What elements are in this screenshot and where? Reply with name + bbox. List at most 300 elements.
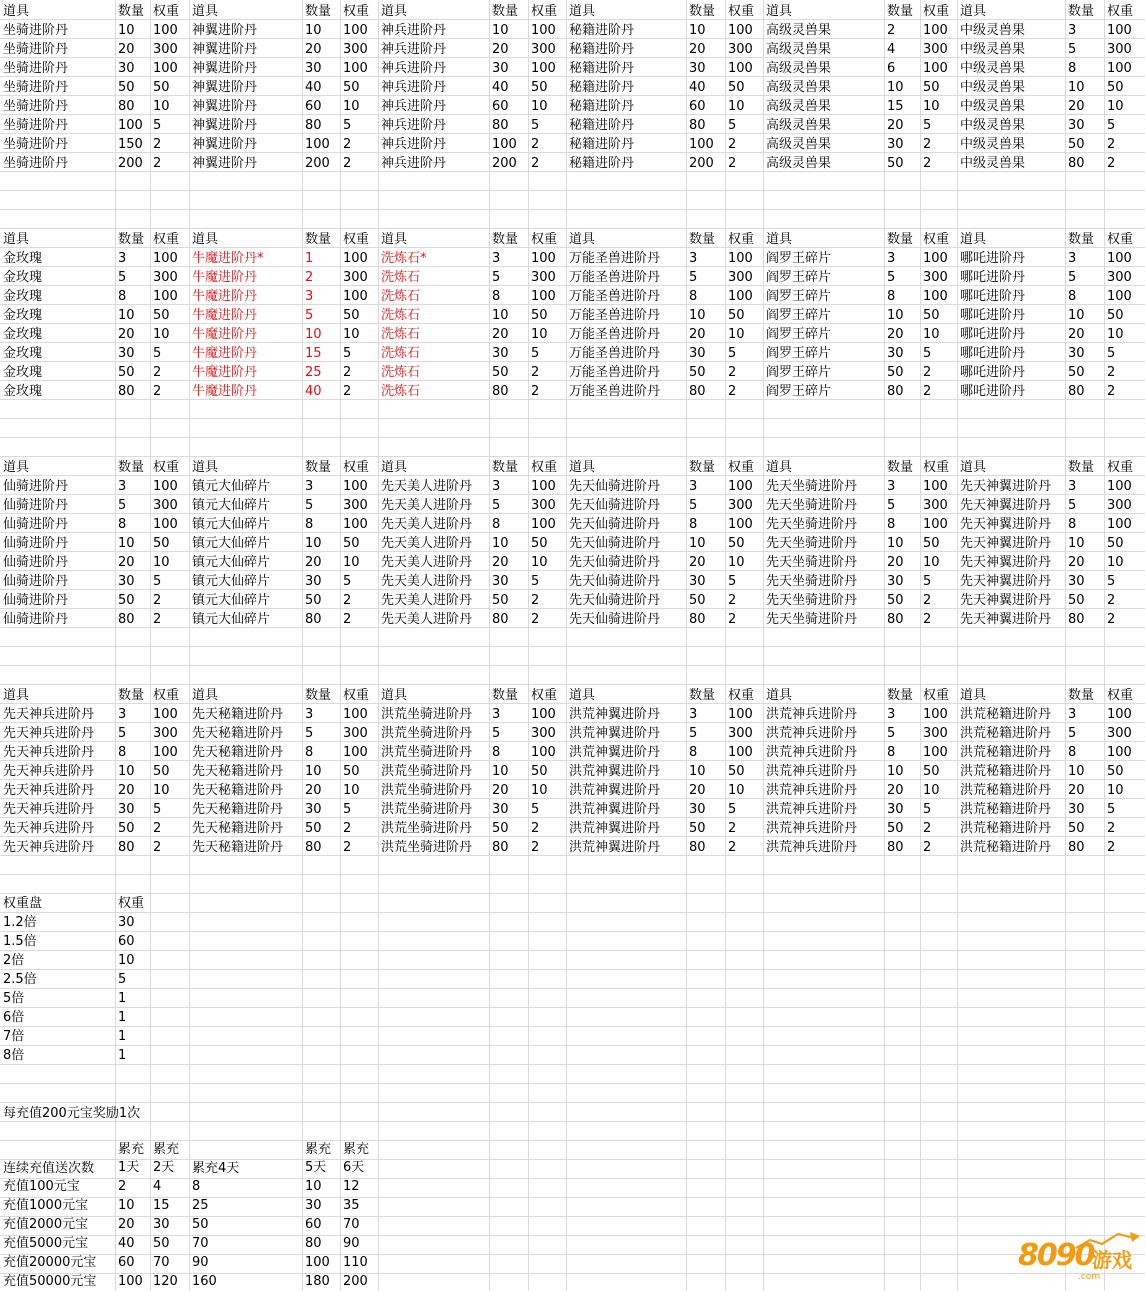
item-name-cell[interactable]: 牛魔进阶丹 (192, 327, 258, 342)
item-name-cell[interactable]: 先天美人进阶丹 (381, 536, 473, 551)
quantity-cell[interactable]: 150 (118, 137, 143, 152)
column-header-weight[interactable]: 权重 (1107, 4, 1134, 19)
recharge-count-cell[interactable]: 160 (192, 1274, 217, 1289)
recharge-count-cell[interactable]: 120 (153, 1274, 178, 1289)
item-name-cell[interactable]: 洪荒秘籍进阶丹 (960, 745, 1052, 760)
quantity-cell[interactable]: 80 (118, 840, 135, 855)
item-name-cell[interactable]: 金玫瑰 (3, 251, 43, 266)
weight-cell[interactable]: 10 (1107, 783, 1124, 798)
item-name-cell[interactable]: 先天神兵进阶丹 (3, 802, 95, 817)
quantity-cell[interactable]: 20 (118, 555, 135, 570)
item-name-cell[interactable]: 先天神翼进阶丹 (960, 574, 1052, 589)
item-name-cell[interactable]: 哪吒进阶丹 (960, 251, 1026, 266)
weight-table-header-weight[interactable]: 权重 (118, 896, 145, 911)
item-name-cell[interactable]: 先天秘籍进阶丹 (192, 821, 284, 836)
weight-cell[interactable]: 50 (153, 308, 170, 323)
item-name-cell[interactable]: 洪荒坐骑进阶丹 (381, 745, 473, 760)
item-name-cell[interactable]: 哪吒进阶丹 (960, 365, 1026, 380)
item-name-cell[interactable]: 阎罗王碎片 (766, 346, 832, 361)
item-name-cell[interactable]: 镇元大仙碎片 (192, 536, 271, 551)
item-name-cell[interactable]: 阎罗王碎片 (766, 384, 832, 399)
item-name-cell[interactable]: 秘籍进阶丹 (569, 137, 635, 152)
quantity-cell[interactable]: 5 (1068, 726, 1077, 741)
recharge-count-cell[interactable]: 70 (153, 1255, 170, 1270)
weight-cell[interactable]: 2 (1107, 384, 1116, 399)
weight-cell[interactable]: 50 (531, 80, 548, 95)
quantity-cell[interactable]: 20 (887, 327, 904, 342)
weight-cell[interactable]: 100 (343, 251, 368, 266)
item-name-cell[interactable]: 先天神兵进阶丹 (3, 840, 95, 855)
quantity-cell[interactable]: 30 (887, 137, 904, 152)
weight-cell[interactable]: 100 (1107, 289, 1132, 304)
item-name-cell[interactable]: 高级灵兽果 (766, 42, 832, 57)
quantity-cell[interactable]: 8 (305, 745, 314, 760)
item-name-cell[interactable]: 洪荒秘籍进阶丹 (960, 802, 1052, 817)
item-name-cell[interactable]: 洗炼石 (381, 365, 421, 380)
multiplier-cell[interactable]: 5倍 (3, 991, 25, 1006)
quantity-cell[interactable]: 50 (492, 365, 509, 380)
quantity-cell[interactable]: 10 (305, 536, 322, 551)
item-name-cell[interactable]: 先天仙骑进阶丹 (569, 593, 661, 608)
weight-cell[interactable]: 2 (728, 821, 737, 836)
weight-cell[interactable]: 10 (531, 99, 548, 114)
weight-cell[interactable]: 5 (923, 574, 932, 589)
item-name-cell[interactable]: 洪荒坐骑进阶丹 (381, 783, 473, 798)
recharge-count-cell[interactable]: 70 (343, 1217, 360, 1232)
weight-cell[interactable]: 10 (153, 327, 170, 342)
item-name-cell[interactable]: 哪吒进阶丹 (960, 289, 1026, 304)
weight-cell[interactable]: 5 (343, 346, 352, 361)
weight-cell[interactable]: 10 (1107, 327, 1124, 342)
weight-cell[interactable]: 100 (343, 517, 368, 532)
quantity-cell[interactable]: 3 (1068, 23, 1077, 38)
quantity-cell[interactable]: 20 (492, 555, 509, 570)
item-name-cell[interactable]: 金玫瑰 (3, 308, 43, 323)
column-header-weight[interactable]: 权重 (153, 688, 180, 703)
weight-cell[interactable]: 5 (1107, 118, 1116, 133)
quantity-cell[interactable]: 10 (305, 23, 322, 38)
quantity-cell[interactable]: 60 (492, 99, 509, 114)
weight-table-header-name[interactable]: 权重盘 (3, 896, 43, 911)
weight-cell[interactable]: 300 (923, 270, 948, 285)
item-name-cell[interactable]: 先天神翼进阶丹 (960, 555, 1052, 570)
item-name-cell[interactable]: 镇元大仙碎片 (192, 517, 271, 532)
item-name-cell[interactable]: 金玫瑰 (3, 384, 43, 399)
weight-cell[interactable]: 2 (728, 593, 737, 608)
item-name-cell[interactable]: 坐骑进阶丹 (3, 80, 69, 95)
multiplier-weight-cell[interactable]: 30 (118, 915, 135, 930)
weight-cell[interactable]: 300 (923, 726, 948, 741)
item-name-cell[interactable]: 洗炼石* (381, 251, 427, 266)
weight-cell[interactable]: 300 (153, 270, 178, 285)
weight-cell[interactable]: 50 (343, 308, 360, 323)
quantity-cell[interactable]: 10 (887, 308, 904, 323)
weight-cell[interactable]: 10 (153, 555, 170, 570)
weight-cell[interactable]: 50 (923, 80, 940, 95)
item-name-cell[interactable]: 神翼进阶丹 (192, 99, 258, 114)
column-header-quantity[interactable]: 数量 (1068, 232, 1095, 247)
item-name-cell[interactable]: 先天神兵进阶丹 (3, 726, 95, 741)
item-name-cell[interactable]: 先天仙骑进阶丹 (569, 479, 661, 494)
weight-cell[interactable]: 100 (153, 517, 178, 532)
recharge-count-cell[interactable]: 12 (343, 1179, 360, 1194)
column-header-item[interactable]: 道具 (3, 688, 30, 703)
weight-cell[interactable]: 300 (343, 270, 368, 285)
item-name-cell[interactable]: 镇元大仙碎片 (192, 479, 271, 494)
weight-cell[interactable]: 2 (153, 365, 162, 380)
multiplier-weight-cell[interactable]: 1 (118, 1048, 127, 1063)
item-name-cell[interactable]: 洗炼石 (381, 327, 421, 342)
quantity-cell[interactable]: 10 (689, 23, 706, 38)
weight-cell[interactable]: 50 (923, 764, 940, 779)
quantity-cell[interactable]: 20 (689, 555, 706, 570)
weight-cell[interactable]: 10 (923, 555, 940, 570)
quantity-cell[interactable]: 80 (689, 612, 706, 627)
quantity-cell[interactable]: 8 (1068, 517, 1077, 532)
recharge-count-cell[interactable]: 4 (153, 1179, 162, 1194)
quantity-cell[interactable]: 5 (689, 270, 698, 285)
quantity-cell[interactable]: 10 (887, 536, 904, 551)
quantity-cell[interactable]: 30 (689, 574, 706, 589)
weight-cell[interactable]: 2 (923, 593, 932, 608)
weight-cell[interactable]: 50 (343, 80, 360, 95)
column-header-quantity[interactable]: 数量 (887, 688, 914, 703)
weight-cell[interactable]: 100 (1107, 23, 1132, 38)
item-name-cell[interactable]: 先天神翼进阶丹 (960, 536, 1052, 551)
item-name-cell[interactable]: 神兵进阶丹 (381, 42, 447, 57)
column-header-quantity[interactable]: 数量 (305, 688, 332, 703)
weight-cell[interactable]: 10 (343, 783, 360, 798)
quantity-cell[interactable]: 20 (887, 555, 904, 570)
quantity-cell[interactable]: 10 (305, 764, 322, 779)
column-header-quantity[interactable]: 数量 (1068, 460, 1095, 475)
item-name-cell[interactable]: 镇元大仙碎片 (192, 574, 271, 589)
recharge-column-header[interactable]: 累充4天 (192, 1161, 240, 1176)
weight-cell[interactable]: 2 (153, 156, 162, 171)
column-header-weight[interactable]: 权重 (1107, 232, 1134, 247)
quantity-cell[interactable]: 3 (492, 479, 501, 494)
weight-cell[interactable]: 2 (728, 365, 737, 380)
weight-cell[interactable]: 10 (728, 99, 745, 114)
column-header-quantity[interactable]: 数量 (689, 4, 716, 19)
item-name-cell[interactable]: 秘籍进阶丹 (569, 156, 635, 171)
quantity-cell[interactable]: 8 (305, 517, 314, 532)
quantity-cell[interactable]: 5 (118, 726, 127, 741)
quantity-cell[interactable]: 50 (887, 156, 904, 171)
item-name-cell[interactable]: 先天美人进阶丹 (381, 498, 473, 513)
quantity-cell[interactable]: 20 (689, 783, 706, 798)
weight-cell[interactable]: 2 (923, 612, 932, 627)
quantity-cell[interactable]: 80 (305, 612, 322, 627)
weight-cell[interactable]: 100 (531, 517, 556, 532)
weight-cell[interactable]: 100 (728, 479, 753, 494)
item-name-cell[interactable]: 洗炼石 (381, 346, 421, 361)
weight-cell[interactable]: 300 (343, 42, 368, 57)
column-header-item[interactable]: 道具 (192, 688, 219, 703)
recharge-count-cell[interactable]: 90 (192, 1255, 209, 1270)
quantity-cell[interactable]: 10 (1068, 536, 1085, 551)
quantity-cell[interactable]: 80 (305, 118, 322, 133)
column-header-item[interactable]: 道具 (381, 4, 408, 19)
weight-cell[interactable]: 100 (531, 745, 556, 760)
recharge-count-cell[interactable]: 100 (305, 1255, 330, 1270)
weight-cell[interactable]: 10 (153, 99, 170, 114)
weight-cell[interactable]: 50 (153, 536, 170, 551)
weight-cell[interactable]: 50 (923, 536, 940, 551)
recharge-column-header[interactable]: 6天 (343, 1160, 365, 1175)
weight-cell[interactable]: 100 (728, 61, 753, 76)
multiplier-weight-cell[interactable]: 1 (118, 1010, 127, 1025)
item-name-cell[interactable]: 先天神兵进阶丹 (3, 745, 95, 760)
weight-cell[interactable]: 100 (343, 23, 368, 38)
weight-cell[interactable]: 100 (153, 289, 178, 304)
weight-cell[interactable]: 100 (531, 479, 556, 494)
weight-cell[interactable]: 5 (531, 346, 540, 361)
weight-cell[interactable]: 2 (343, 384, 352, 399)
quantity-cell[interactable]: 3 (1068, 479, 1077, 494)
multiplier-cell[interactable]: 6倍 (3, 1010, 25, 1025)
weight-cell[interactable]: 300 (923, 498, 948, 513)
weight-cell[interactable]: 10 (728, 783, 745, 798)
weight-cell[interactable]: 100 (153, 23, 178, 38)
item-name-cell[interactable]: 先天坐骑进阶丹 (766, 479, 858, 494)
column-header-item[interactable]: 道具 (3, 460, 30, 475)
column-header-quantity[interactable]: 数量 (887, 4, 914, 19)
item-name-cell[interactable]: 洪荒秘籍进阶丹 (960, 840, 1052, 855)
quantity-cell[interactable]: 30 (305, 574, 322, 589)
quantity-cell[interactable]: 20 (1068, 555, 1085, 570)
quantity-cell[interactable]: 80 (887, 612, 904, 627)
item-name-cell[interactable]: 万能圣兽进阶丹 (569, 365, 661, 380)
weight-cell[interactable]: 100 (1107, 251, 1132, 266)
item-name-cell[interactable]: 镇元大仙碎片 (192, 555, 271, 570)
column-header-quantity[interactable]: 数量 (887, 460, 914, 475)
item-name-cell[interactable]: 仙骑进阶丹 (3, 517, 69, 532)
item-name-cell[interactable]: 神兵进阶丹 (381, 23, 447, 38)
item-name-cell[interactable]: 仙骑进阶丹 (3, 612, 69, 627)
quantity-cell[interactable]: 3 (118, 251, 127, 266)
quantity-cell[interactable]: 5 (305, 308, 314, 323)
quantity-cell[interactable]: 50 (1068, 137, 1085, 152)
recharge-count-cell[interactable]: 2 (118, 1179, 127, 1194)
column-header-quantity[interactable]: 数量 (118, 460, 145, 475)
weight-cell[interactable]: 100 (923, 289, 948, 304)
quantity-cell[interactable]: 10 (689, 308, 706, 323)
item-name-cell[interactable]: 先天秘籍进阶丹 (192, 764, 284, 779)
item-name-cell[interactable]: 先天神兵进阶丹 (3, 764, 95, 779)
item-name-cell[interactable]: 先天仙骑进阶丹 (569, 612, 661, 627)
item-name-cell[interactable]: 神翼进阶丹 (192, 156, 258, 171)
weight-cell[interactable]: 100 (728, 707, 753, 722)
column-header-quantity[interactable]: 数量 (689, 232, 716, 247)
quantity-cell[interactable]: 5 (887, 270, 896, 285)
item-name-cell[interactable]: 先天美人进阶丹 (381, 574, 473, 589)
item-name-cell[interactable]: 金玫瑰 (3, 346, 43, 361)
item-name-cell[interactable]: 高级灵兽果 (766, 137, 832, 152)
quantity-cell[interactable]: 5 (492, 270, 501, 285)
weight-cell[interactable]: 2 (531, 612, 540, 627)
quantity-cell[interactable]: 8 (887, 745, 896, 760)
weight-cell[interactable]: 100 (153, 707, 178, 722)
weight-cell[interactable]: 100 (153, 479, 178, 494)
weight-cell[interactable]: 100 (531, 23, 556, 38)
recharge-table-row-header[interactable]: 连续充值送次数 (3, 1161, 95, 1176)
weight-cell[interactable]: 300 (1107, 498, 1132, 513)
item-name-cell[interactable]: 哪吒进阶丹 (960, 346, 1026, 361)
item-name-cell[interactable]: 洗炼石 (381, 270, 421, 285)
weight-cell[interactable]: 2 (923, 821, 932, 836)
quantity-cell[interactable]: 8 (1068, 289, 1077, 304)
recharge-count-cell[interactable]: 70 (192, 1236, 209, 1251)
item-name-cell[interactable]: 阎罗王碎片 (766, 308, 832, 323)
weight-cell[interactable]: 2 (343, 156, 352, 171)
quantity-cell[interactable]: 40 (492, 80, 509, 95)
item-name-cell[interactable]: 阎罗王碎片 (766, 270, 832, 285)
quantity-cell[interactable]: 10 (492, 23, 509, 38)
weight-cell[interactable]: 300 (728, 726, 753, 741)
quantity-cell[interactable]: 30 (887, 346, 904, 361)
column-header-weight[interactable]: 权重 (923, 232, 950, 247)
weight-cell[interactable]: 10 (728, 327, 745, 342)
quantity-cell[interactable]: 3 (305, 707, 314, 722)
quantity-cell[interactable]: 20 (492, 42, 509, 57)
quantity-cell[interactable]: 50 (887, 593, 904, 608)
weight-cell[interactable]: 10 (923, 783, 940, 798)
item-name-cell[interactable]: 先天神翼进阶丹 (960, 479, 1052, 494)
quantity-cell[interactable]: 20 (1068, 327, 1085, 342)
weight-cell[interactable]: 5 (923, 802, 932, 817)
item-name-cell[interactable]: 先天仙骑进阶丹 (569, 555, 661, 570)
weight-cell[interactable]: 2 (153, 137, 162, 152)
column-header-quantity[interactable]: 数量 (492, 460, 519, 475)
quantity-cell[interactable]: 20 (689, 327, 706, 342)
weight-cell[interactable]: 100 (923, 23, 948, 38)
quantity-cell[interactable]: 30 (118, 574, 135, 589)
quantity-cell[interactable]: 5 (492, 726, 501, 741)
quantity-cell[interactable]: 50 (118, 593, 135, 608)
quantity-cell[interactable]: 30 (887, 802, 904, 817)
quantity-cell[interactable]: 8 (887, 517, 896, 532)
item-name-cell[interactable]: 牛魔进阶丹 (192, 384, 258, 399)
quantity-cell[interactable]: 20 (305, 42, 322, 57)
quantity-cell[interactable]: 8 (118, 745, 127, 760)
column-header-weight[interactable]: 权重 (923, 688, 950, 703)
item-name-cell[interactable]: 先天秘籍进阶丹 (192, 707, 284, 722)
recharge-count-cell[interactable]: 90 (343, 1236, 360, 1251)
item-name-cell[interactable]: 秘籍进阶丹 (569, 80, 635, 95)
quantity-cell[interactable]: 10 (689, 536, 706, 551)
quantity-cell[interactable]: 3 (689, 479, 698, 494)
item-name-cell[interactable]: 洪荒神翼进阶丹 (569, 707, 661, 722)
weight-cell[interactable]: 2 (343, 821, 352, 836)
quantity-cell[interactable]: 20 (887, 783, 904, 798)
item-name-cell[interactable]: 坐骑进阶丹 (3, 42, 69, 57)
weight-cell[interactable]: 100 (343, 61, 368, 76)
weight-cell[interactable]: 5 (728, 118, 737, 133)
quantity-cell[interactable]: 80 (887, 384, 904, 399)
column-header-item[interactable]: 道具 (766, 688, 793, 703)
item-name-cell[interactable]: 金玫瑰 (3, 327, 43, 342)
item-name-cell[interactable]: 先天秘籍进阶丹 (192, 783, 284, 798)
column-header-item[interactable]: 道具 (569, 688, 596, 703)
quantity-cell[interactable]: 8 (1068, 745, 1077, 760)
item-name-cell[interactable]: 神翼进阶丹 (192, 42, 258, 57)
column-header-item[interactable]: 道具 (766, 232, 793, 247)
quantity-cell[interactable]: 50 (689, 821, 706, 836)
item-name-cell[interactable]: 哪吒进阶丹 (960, 384, 1026, 399)
item-name-cell[interactable]: 洪荒秘籍进阶丹 (960, 821, 1052, 836)
weight-cell[interactable]: 100 (728, 289, 753, 304)
quantity-cell[interactable]: 50 (118, 821, 135, 836)
quantity-cell[interactable]: 50 (1068, 593, 1085, 608)
column-header-item[interactable]: 道具 (192, 460, 219, 475)
quantity-cell[interactable]: 30 (689, 346, 706, 361)
weight-cell[interactable]: 5 (153, 574, 162, 589)
item-name-cell[interactable]: 洪荒神兵进阶丹 (766, 707, 858, 722)
column-header-item[interactable]: 道具 (192, 232, 219, 247)
item-name-cell[interactable]: 神翼进阶丹 (192, 23, 258, 38)
weight-cell[interactable]: 300 (728, 498, 753, 513)
weight-cell[interactable]: 100 (728, 517, 753, 532)
quantity-cell[interactable]: 50 (1068, 821, 1085, 836)
column-header-quantity[interactable]: 数量 (887, 232, 914, 247)
quantity-cell[interactable]: 3 (1068, 251, 1077, 266)
quantity-cell[interactable]: 40 (305, 384, 322, 399)
weight-cell[interactable]: 100 (343, 479, 368, 494)
weight-cell[interactable]: 50 (531, 308, 548, 323)
quantity-cell[interactable]: 80 (118, 612, 135, 627)
quantity-cell[interactable]: 30 (118, 61, 135, 76)
quantity-cell[interactable]: 8 (689, 745, 698, 760)
weight-cell[interactable]: 100 (1107, 745, 1132, 760)
column-header-weight[interactable]: 权重 (923, 460, 950, 475)
item-name-cell[interactable]: 秘籍进阶丹 (569, 23, 635, 38)
item-name-cell[interactable]: 阎罗王碎片 (766, 327, 832, 342)
weight-cell[interactable]: 2 (923, 156, 932, 171)
column-header-weight[interactable]: 权重 (343, 688, 370, 703)
quantity-cell[interactable]: 80 (1068, 156, 1085, 171)
column-header-quantity[interactable]: 数量 (492, 688, 519, 703)
recharge-column-header[interactable]: 1天 (118, 1160, 140, 1175)
quantity-cell[interactable]: 30 (887, 574, 904, 589)
quantity-cell[interactable]: 20 (118, 42, 135, 57)
weight-cell[interactable]: 10 (531, 783, 548, 798)
item-name-cell[interactable]: 万能圣兽进阶丹 (569, 327, 661, 342)
item-name-cell[interactable]: 先天秘籍进阶丹 (192, 802, 284, 817)
item-name-cell[interactable]: 镇元大仙碎片 (192, 593, 271, 608)
weight-cell[interactable]: 2 (1107, 593, 1116, 608)
item-name-cell[interactable]: 仙骑进阶丹 (3, 536, 69, 551)
recharge-count-cell[interactable]: 25 (192, 1198, 209, 1213)
recharge-count-cell[interactable]: 100 (118, 1274, 143, 1289)
weight-cell[interactable]: 2 (153, 612, 162, 627)
column-header-quantity[interactable]: 数量 (305, 4, 332, 19)
item-name-cell[interactable]: 万能圣兽进阶丹 (569, 308, 661, 323)
item-name-cell[interactable]: 先天坐骑进阶丹 (766, 498, 858, 513)
column-header-weight[interactable]: 权重 (343, 4, 370, 19)
quantity-cell[interactable]: 5 (1068, 42, 1077, 57)
item-name-cell[interactable]: 洪荒坐骑进阶丹 (381, 802, 473, 817)
recharge-column-header[interactable]: 累充 (153, 1142, 180, 1157)
quantity-cell[interactable]: 3 (689, 707, 698, 722)
item-name-cell[interactable]: 神兵进阶丹 (381, 156, 447, 171)
weight-cell[interactable]: 2 (923, 384, 932, 399)
quantity-cell[interactable]: 80 (492, 118, 509, 133)
item-name-cell[interactable]: 哪吒进阶丹 (960, 308, 1026, 323)
weight-cell[interactable]: 5 (153, 118, 162, 133)
weight-cell[interactable]: 2 (153, 384, 162, 399)
item-name-cell[interactable]: 洪荒神兵进阶丹 (766, 745, 858, 760)
